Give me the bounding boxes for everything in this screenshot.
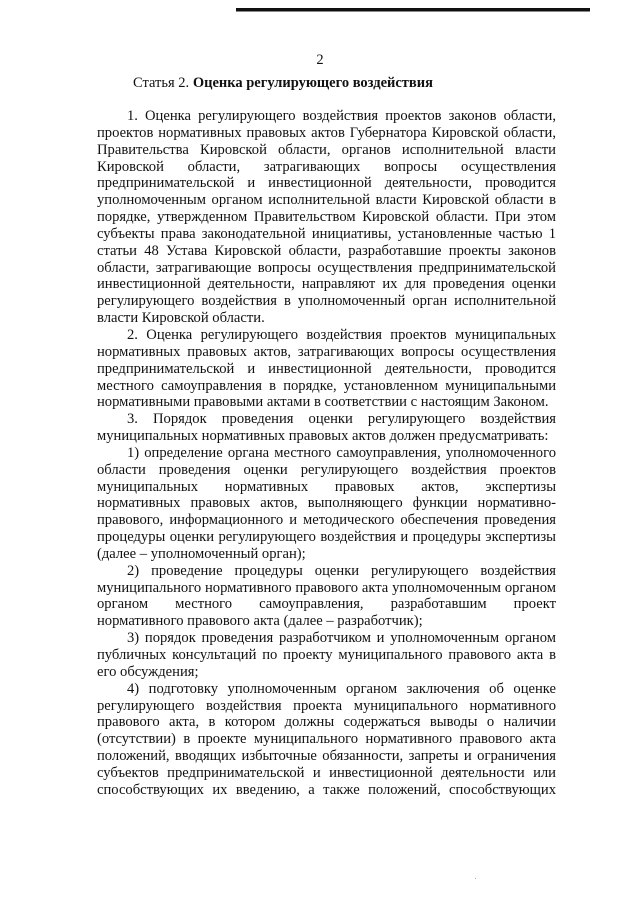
text-line: предпринимательской и инвестиционной деятельности, проводится — [97, 360, 556, 377]
text-line: проектов нормативных правовых актов Губернатора Кировской области, — [97, 124, 556, 141]
text-line: его обсуждения; — [97, 663, 199, 680]
text-line: Правительства Кировской области, органов исполнительной власти — [97, 141, 556, 158]
text-line: публичных консультаций по проекту муниципального правового акта в — [97, 647, 556, 663]
paragraph — [97, 630, 556, 681]
paragraph — [97, 327, 556, 411]
paragraph — [97, 411, 556, 445]
text-line: муниципального нормативного правового акта уполномоченным органом — [97, 579, 556, 596]
text-line: (отсутствии) в проекте муниципального нормативного правового акта — [97, 731, 556, 748]
paragraph — [97, 108, 556, 327]
text-line: субъектов предпринимательской и инвестиционной деятельности или — [97, 764, 556, 781]
text-line: 4) подготовку уполномоченным органом заключения об оценке — [127, 680, 556, 697]
text-line: области, затрагивающие вопросы осуществления предпринимательской — [97, 259, 556, 276]
text-line: правового, информационного и методического обеспечения проведения — [97, 512, 556, 529]
text-line: уполномоченным органом исполнительной власти Кировской области в — [97, 192, 556, 209]
document-body — [97, 108, 556, 799]
text-line: 3) порядок проведения разработчиком и уполномоченным органом — [127, 630, 556, 647]
text-line: нормативных правовых актов, затрагивающих вопросы осуществления — [97, 343, 556, 360]
text-line: способствующих их введению, а также положений, способствующих — [97, 781, 556, 798]
text-line: процедуры оценки регулирующего воздействия и процедуры экспертизы — [97, 529, 556, 546]
text-line: положений, вводящих избыточные обязанности, запреты и ограничения — [97, 748, 556, 765]
text-line: инвестиционной деятельности, направляют их для проведения оценки — [97, 276, 556, 293]
text-line: нормативных правовых актов, выполняющего функции нормативно- — [97, 495, 556, 512]
article-prefix: Статья 2. — [133, 75, 190, 91]
text-line: правового акта, в котором должны содержаться выводы о наличии — [97, 714, 556, 731]
text-line: (далее – уполномоченный орган); — [97, 545, 306, 562]
text-line: власти Кировской области. — [97, 310, 265, 327]
text-line: 1. Оценка регулирующего воздействия проектов законов области, — [127, 108, 556, 124]
text-line: 2) проведение процедуры оценки регулирующего воздействия — [127, 562, 556, 579]
text-line: местного самоуправления в порядке, установленном муниципальными — [97, 377, 556, 394]
header-rule-shadow — [236, 11, 590, 12]
text-line: порядке, утвержденном Правительством Кировской области. При этом — [97, 209, 556, 226]
text-line: 2. Оценка регулирующего воздействия проектов муниципальных — [127, 326, 556, 343]
text-line: регулирующего воздействия в уполномоченный орган исполнительной — [97, 293, 556, 310]
paragraph — [97, 445, 556, 563]
text-line: муниципальных нормативных правовых актов должен предусматривать: — [97, 428, 549, 445]
text-line: 3. Порядок проведения оценки регулирующего воздействия — [127, 411, 556, 428]
text-line: нормативного правового акта (далее – разработчик); — [97, 613, 423, 630]
paragraph — [97, 681, 556, 799]
text-line: Кировской области, затрагивающих вопросы осуществления — [97, 158, 556, 175]
paragraph — [97, 563, 556, 630]
text-line: 1) определение органа местного самоуправления, уполномоченного — [127, 444, 556, 461]
text-line: предпринимательской и инвестиционной деятельности, проводится — [97, 175, 556, 192]
scan-speck — [475, 878, 476, 879]
text-line: органом местного самоуправления, разработавшим проект — [97, 596, 556, 613]
article-title: Оценка регулирующего воздействия — [192, 75, 433, 91]
text-line: муниципальных нормативных правовых актов, экспертизы — [97, 478, 556, 495]
page-number: 2 — [316, 52, 324, 68]
text-line: нормативными правовыми актами в соответствии с настоящим Законом. — [97, 394, 549, 411]
text-line: области проведения оценки регулирующего воздействия проектов — [97, 461, 556, 478]
text-line: регулирующего воздействия проекта муниципального нормативного — [97, 697, 556, 714]
text-line: субъекты права законодательной инициативы, установленные частью 1 — [97, 225, 556, 242]
text-line: статьи 48 Устава Кировской области, разработавшие проекты законов — [97, 242, 556, 259]
article-heading — [133, 75, 433, 92]
